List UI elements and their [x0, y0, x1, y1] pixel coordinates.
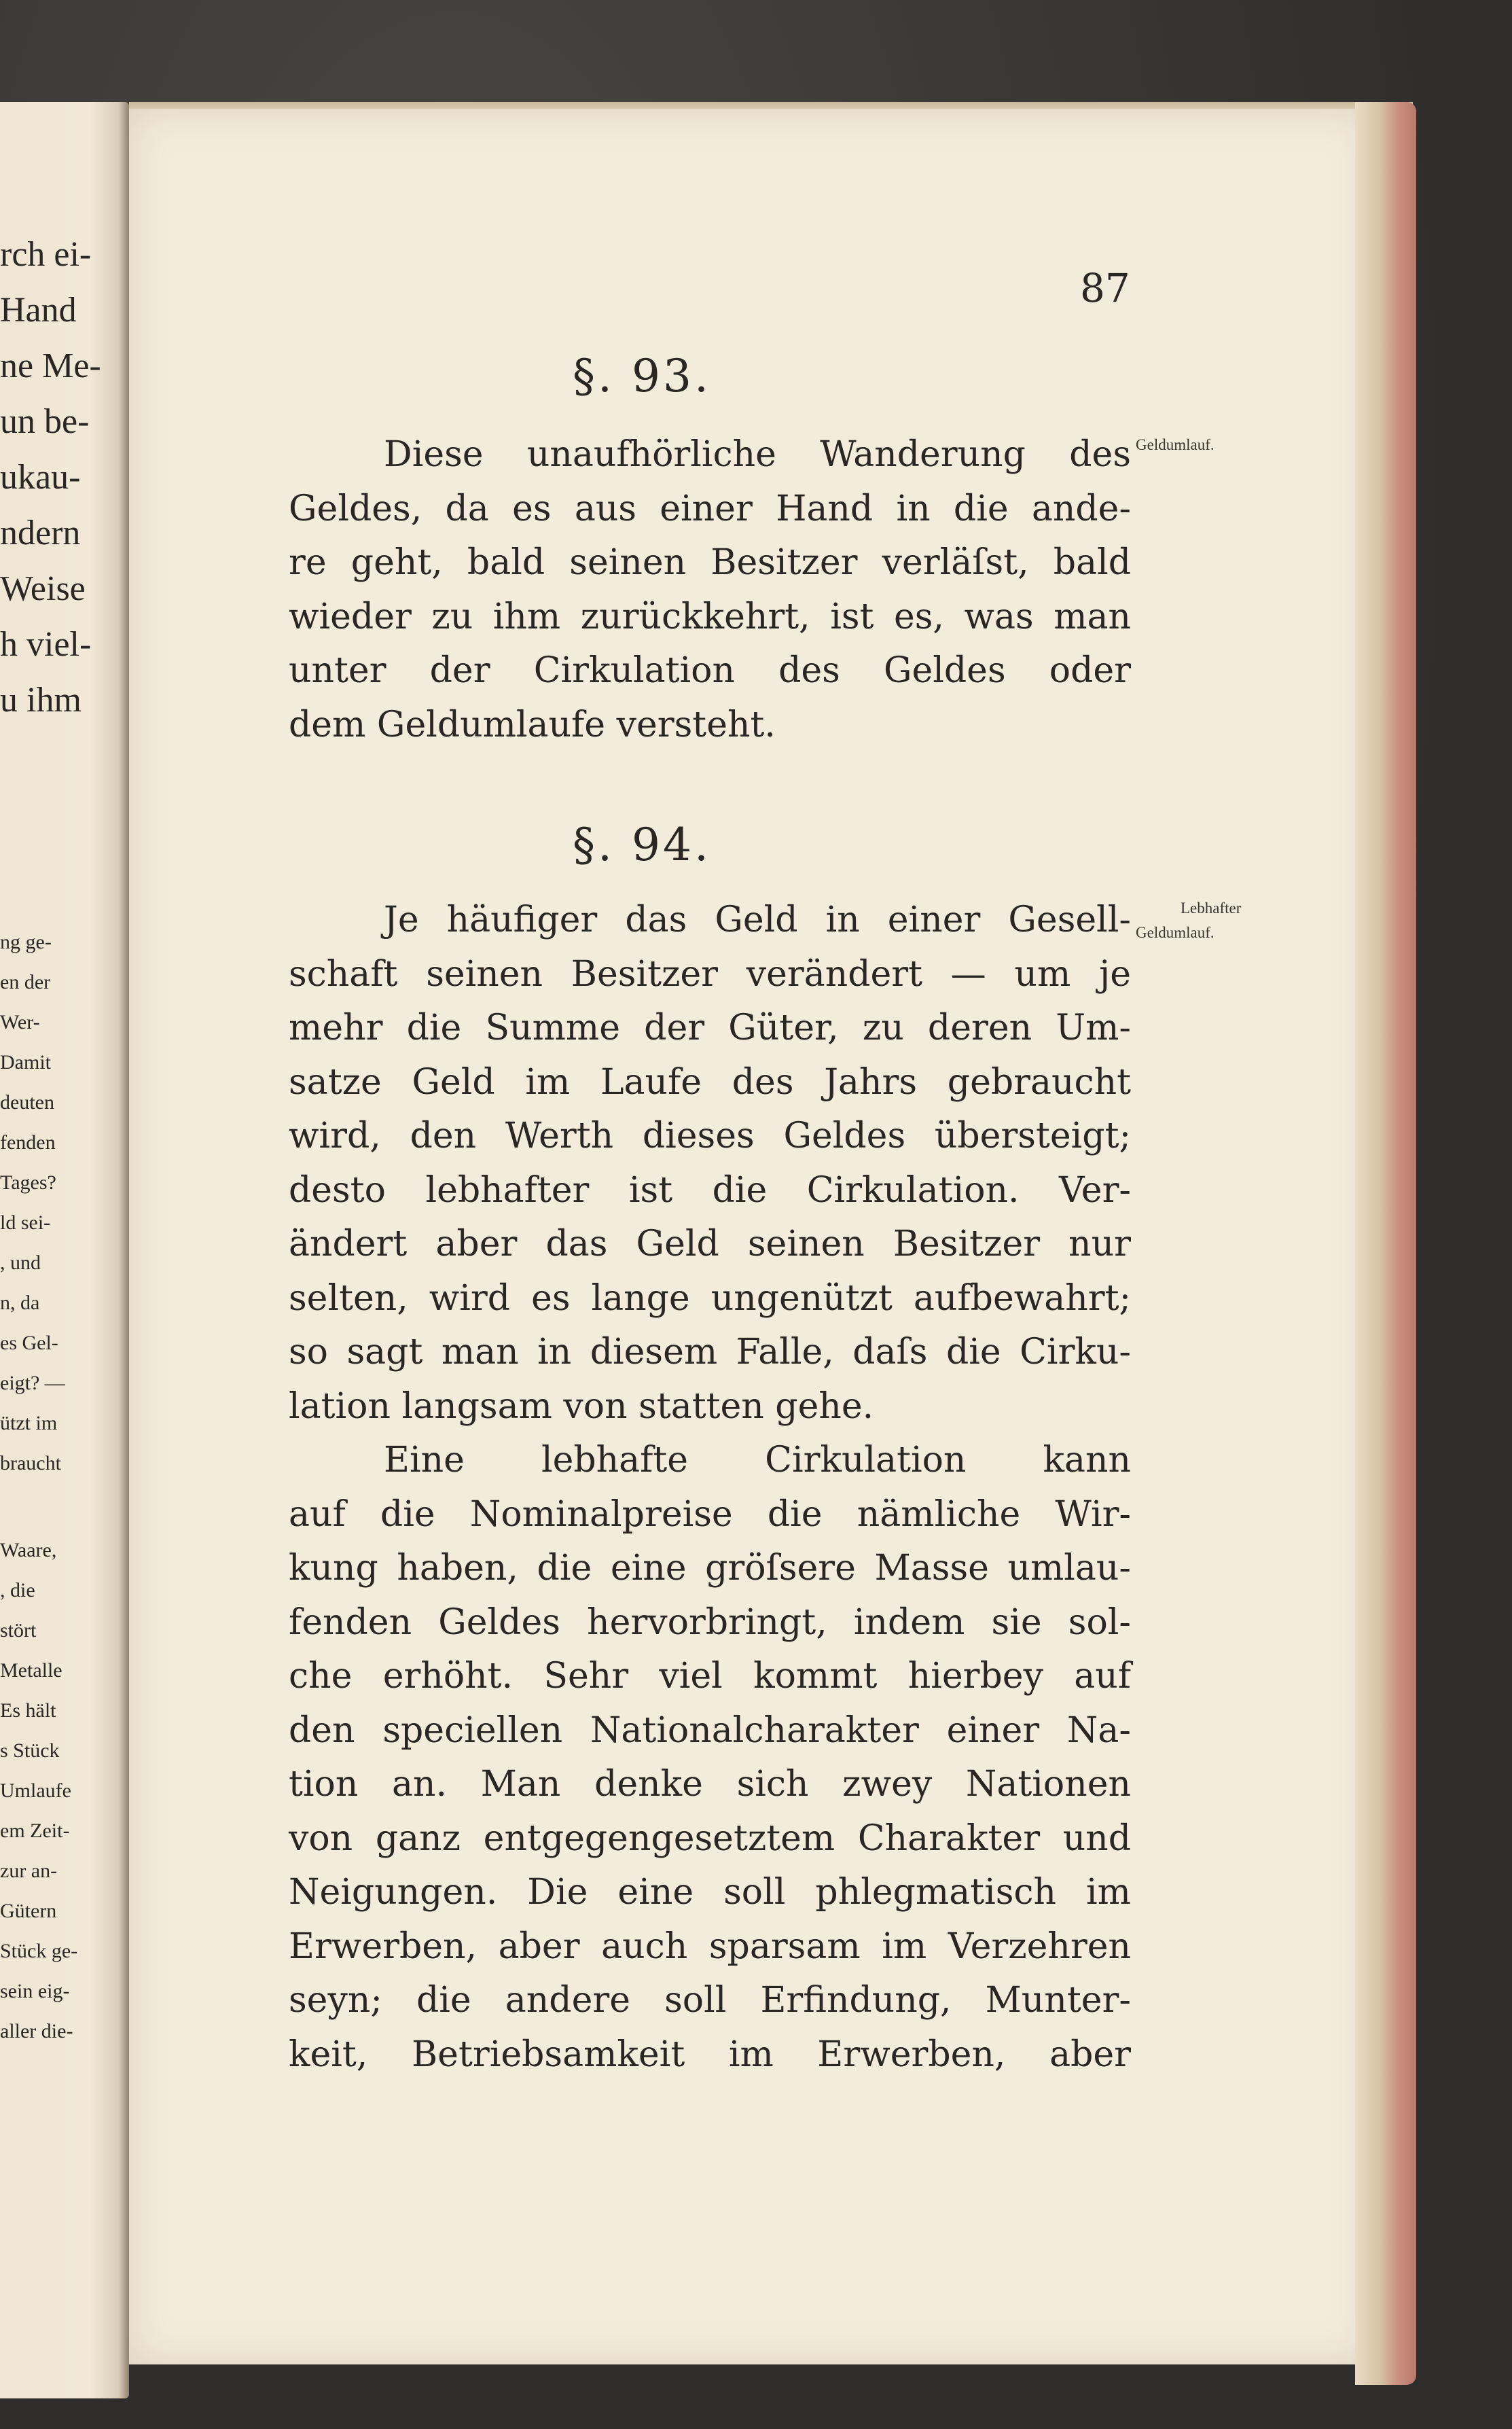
- text-line: wird, den Werth dieses Geldes übersteigt;: [289, 1116, 1131, 1156]
- left-page-fragment: aller die-: [0, 2020, 73, 2042]
- left-page-fragment: Tages?: [0, 1171, 56, 1194]
- left-page-fragment: ne Me-: [0, 347, 101, 385]
- left-page-fragment: deuten: [0, 1091, 54, 1114]
- text-line: seyn; die andere soll Erfindung, Munter-: [289, 1980, 1131, 2021]
- text-line: Eine lebhafte Cirkulation kann: [384, 1440, 1131, 1481]
- text-line: unter der Cirkulation des Geldes oder: [289, 650, 1131, 691]
- left-page-fragment: Hand: [0, 291, 77, 330]
- left-page-fragment: Wer-: [0, 1011, 40, 1033]
- text-line: Neigungen. Die eine soll phlegmatisch im: [289, 1872, 1131, 1913]
- text-line: Geldes, da es aus einer Hand in die ande-: [289, 488, 1131, 529]
- text-line: fenden Geldes hervorbringt, indem sie sol-: [289, 1601, 1131, 1643]
- left-page-fragment: ld sei-: [0, 1211, 51, 1234]
- text-line: Je häufiger das Geld in einer Gesell-: [384, 900, 1131, 940]
- left-page-fragment: sein eig-: [0, 1980, 70, 2002]
- left-page-fragment: Metalle: [0, 1659, 62, 1682]
- text-line: tion an. Man denke sich zwey Nationen: [289, 1764, 1131, 1805]
- text-line: che erhöht. Sehr viel kommt hierbey auf: [289, 1656, 1131, 1697]
- text-line: ändert aber das Geld seinen Besitzer nur: [289, 1224, 1131, 1264]
- left-page-fragment: ndern: [0, 514, 81, 552]
- left-page-fragment: ng ge-: [0, 931, 52, 953]
- left-page-fragment: , und: [0, 1252, 41, 1274]
- left-page-fragment: zur an-: [0, 1860, 58, 1882]
- previous-page-strip: [0, 102, 129, 2398]
- left-page-fragment: fenden: [0, 1131, 56, 1154]
- margin-note-lebhafter: Lebhafter: [1181, 900, 1242, 917]
- margin-note-geldumlauf-2: Geldumlauf.: [1136, 924, 1214, 941]
- text-line: dem Geldumlaufe versteht.: [289, 704, 776, 745]
- left-page-fragment: Damit: [0, 1051, 51, 1074]
- left-page-fragment: en der: [0, 971, 51, 993]
- left-page-fragment: es Gel-: [0, 1332, 58, 1354]
- left-page-fragment: Gütern: [0, 1900, 57, 1922]
- left-page-fragment: ukau-: [0, 458, 81, 497]
- section-93-text: [289, 428, 1131, 752]
- text-line: so sagt man in diesem Falle, daſs die Cirku-: [289, 1332, 1131, 1372]
- text-line: wieder zu ihm zurückkehrt, ist es, was man: [289, 596, 1131, 637]
- text-line: den speciellen Nationalcharakter einer Na-: [289, 1709, 1131, 1751]
- left-page-fragment: , die: [0, 1579, 35, 1601]
- left-page-fragment: h viel-: [0, 625, 92, 664]
- page-number: 87: [1080, 265, 1130, 311]
- text-line: lation langsam von statten gehe.: [289, 1385, 874, 1427]
- left-page-fragment: em Zeit-: [0, 1820, 70, 1842]
- text-line: Diese unaufhörliche Wanderung des: [384, 434, 1131, 475]
- page-fore-edge: [1355, 102, 1416, 2385]
- text-line: selten, wird es lange ungenützt aufbewahrt;: [289, 1277, 1131, 1319]
- left-page-fragment: stört: [0, 1619, 37, 1642]
- text-line: keit, Betriebsamkeit im Erwerben, aber: [289, 2034, 1131, 2075]
- text-line: mehr die Summe der Güter, zu deren Um-: [289, 1008, 1131, 1048]
- left-page-fragment: rch ei-: [0, 235, 92, 274]
- left-page-fragment: Waare,: [0, 1539, 57, 1561]
- section-94-text: [289, 893, 1131, 2082]
- left-page-fragment: ützt im: [0, 1412, 58, 1434]
- left-page-fragment: Weise: [0, 569, 86, 608]
- text-line: Erwerben, aber auch sparsam im Verzehren: [289, 1926, 1131, 1967]
- text-line: re geht, bald seinen Besitzer verläſst, bald: [289, 542, 1131, 583]
- text-line: desto lebhafter ist die Cirkulation. Ver-: [289, 1169, 1131, 1211]
- margin-note-geldumlauf: Geldumlauf.: [1136, 436, 1214, 453]
- left-page-fragment: Es hält: [0, 1699, 56, 1722]
- left-page-fragment: Umlaufe: [0, 1779, 71, 1802]
- text-line: satze Geld im Laufe des Jahrs gebraucht: [289, 1061, 1131, 1103]
- text-line: von ganz entgegengesetztem Charakter und: [289, 1818, 1131, 1859]
- left-page-fragment: u ihm: [0, 681, 82, 720]
- left-page-fragment: braucht: [0, 1452, 61, 1474]
- left-page-fragment: Stück ge-: [0, 1940, 78, 1962]
- text-line: auf die Nominalpreise die nämliche Wir-: [289, 1493, 1131, 1535]
- left-page-fragment: eigt? —: [0, 1372, 65, 1394]
- left-page-fragment: un be-: [0, 402, 90, 441]
- text-line: kung haben, die eine gröſsere Masse umlau-: [289, 1548, 1131, 1589]
- left-page-fragment: n, da: [0, 1292, 40, 1314]
- left-page-fragment: s Stück: [0, 1739, 60, 1762]
- section-heading-93: §. 93.: [573, 350, 711, 402]
- section-heading-94: §. 94.: [573, 819, 711, 871]
- text-line: schaft seinen Besitzer verändert — um je: [289, 953, 1131, 995]
